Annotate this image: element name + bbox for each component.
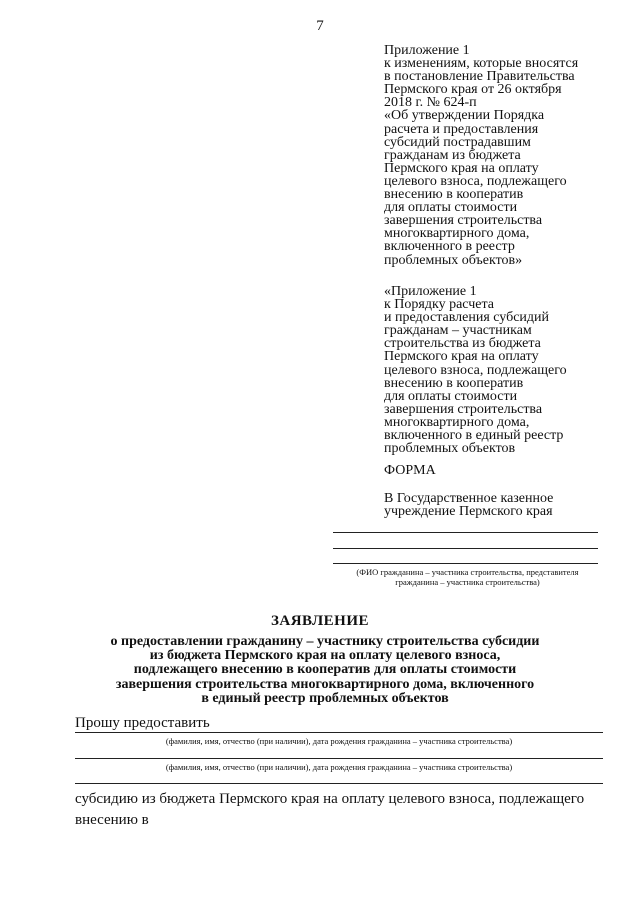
text-line: Пермского края на оплату [384, 349, 539, 365]
text-line: целевого взноса, подлежащего [384, 362, 567, 378]
form-label: ФОРМА [384, 463, 436, 478]
text-line: включенного в реестр [384, 239, 515, 255]
name-field-line [75, 732, 603, 733]
text-line: 2018 г. № 624-п [384, 95, 477, 111]
text-line: проблемных объектов» [384, 252, 523, 268]
text-line: и предоставления субсидий [384, 310, 550, 326]
name-field-line [75, 758, 603, 759]
recipient-line: В Государственное казенное [384, 491, 554, 506]
text-line: внесению в кооператив [384, 187, 524, 203]
document-subtitle: о предоставлении гражданину – участнику строительства субсидии из бюджета Пермского края на оплату целевого взноса, подлежащего внесению в кооператив для оплаты стоимости завершения строительства многоквартирного дома, включенного в единый реестр проблемных объектов [110, 634, 540, 706]
text-line: в постановление Правительства [384, 69, 575, 85]
body-line: субсидию из бюджета Пермского края на оплату целевого взноса, подлежащего [75, 791, 585, 807]
text-line: гражданам – участникам [384, 323, 532, 339]
applicant-line [333, 532, 598, 533]
recipient-line: учреждение Пермского края [384, 504, 553, 520]
text-line: к Порядку расчета [384, 297, 494, 313]
body-line: внесению в [75, 812, 149, 828]
text-line: целевого взноса, подлежащего [384, 173, 567, 189]
text-line: Пермского края на оплату [384, 160, 539, 176]
text-line: «Приложение 1 [384, 284, 477, 299]
page-number: 7 [316, 18, 324, 34]
text-line: Приложение 1 [384, 43, 470, 58]
field-caption: (фамилия, имя, отчество (при наличии), дата рождения гражданина – участника строительства) [165, 762, 513, 772]
name-field-line [75, 783, 603, 784]
text-line: многоквартирного дома, [384, 414, 530, 430]
recipient-block [384, 492, 624, 518]
field-caption: (фамилия, имя, отчество (при наличии), дата рождения гражданина – участника строительства) [165, 736, 513, 746]
text-line: к изменениям, которые вносятся [384, 56, 579, 72]
text-line: внесению в кооператив [384, 375, 524, 391]
applicant-line [333, 548, 598, 549]
text-line: строительства из бюджета [384, 336, 541, 352]
text-line: субсидий пострадавшим [384, 134, 531, 150]
text-line: многоквартирного дома, [384, 226, 530, 242]
text-line: «Об утверждении Порядка [384, 108, 545, 124]
applicant-line [333, 563, 598, 564]
applicant-caption: (ФИО гражданина – участника строительства, представителя гражданина – участника строительства) [356, 567, 579, 587]
text-line: проблемных объектов [384, 441, 516, 457]
request-label: Прошу предоставить [75, 715, 210, 731]
text-line: завершения строительства [384, 213, 543, 229]
text-line: расчета и предоставления [384, 121, 539, 137]
appendix-header [384, 44, 624, 267]
appendix-order [384, 285, 624, 455]
text-line: включенного в единый реестр [384, 428, 564, 444]
document-title: ЗАЯВЛЕНИЕ [270, 613, 370, 629]
text-line: Пермского края от 26 октября [384, 82, 562, 98]
text-line: для оплаты стоимости [384, 388, 518, 404]
text-line: гражданам из бюджета [384, 147, 521, 163]
text-line: для оплаты стоимости [384, 200, 518, 216]
text-line: завершения строительства [384, 401, 543, 417]
